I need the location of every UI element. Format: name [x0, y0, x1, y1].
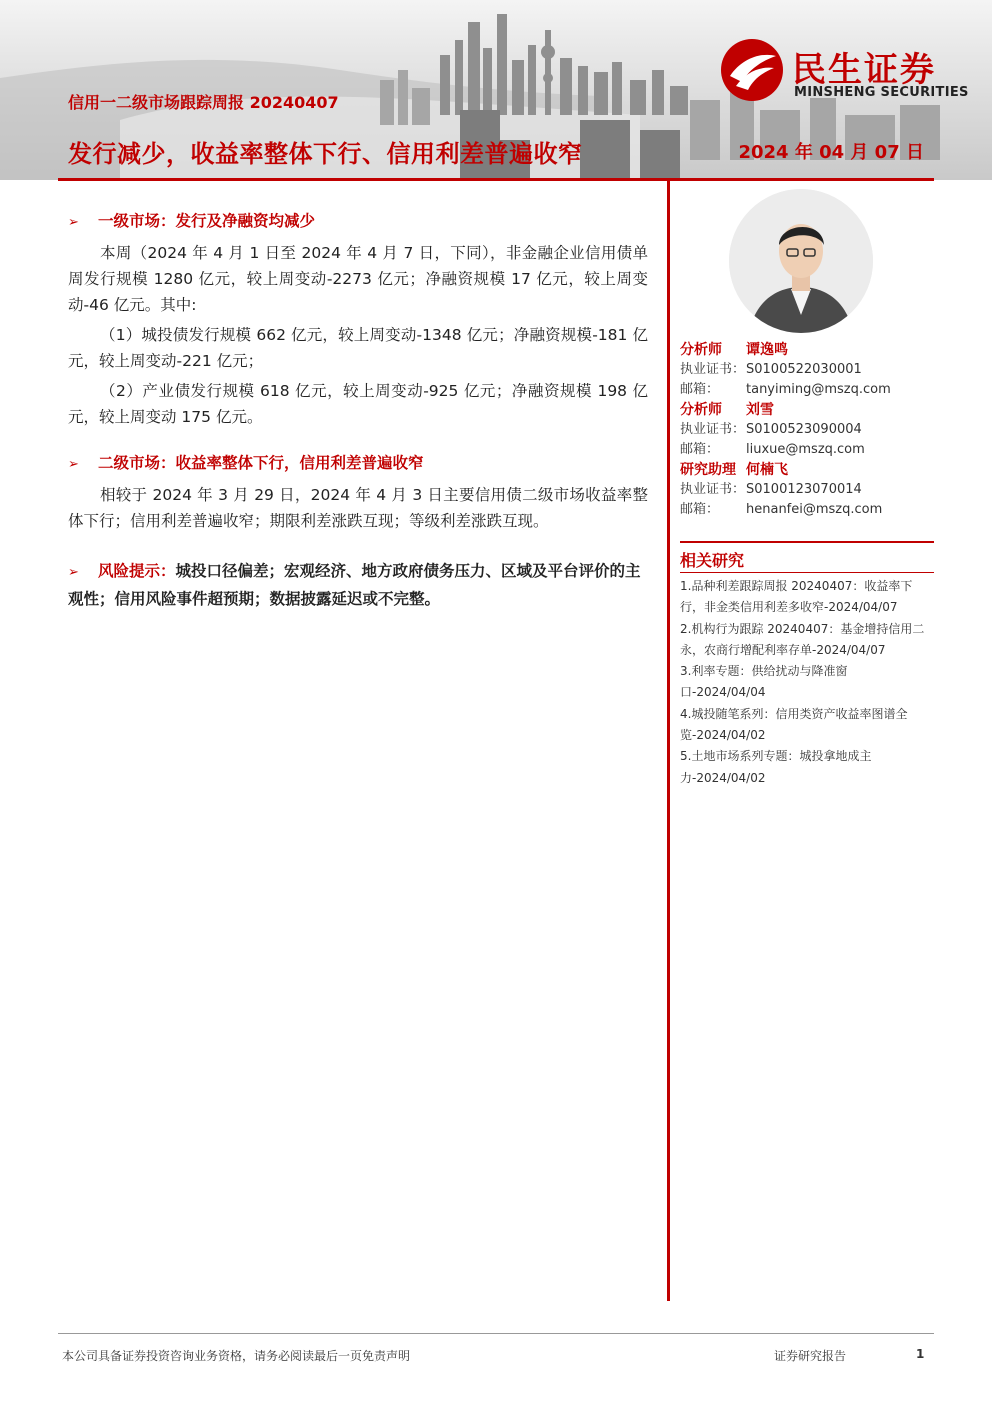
email-label: 邮箱： — [680, 502, 720, 517]
report-headline: 发行减少，收益率整体下行、信用利差普遍收窄 — [68, 140, 583, 168]
arrow-bullet-icon: ➢ — [68, 457, 79, 472]
analyst-role-row — [680, 460, 934, 480]
analyst-entry — [680, 400, 934, 460]
brand-name-cn: 民生证券 — [792, 50, 936, 90]
paragraph: （2）产业债发行规模 618 亿元，较上周变动-925 亿元；净融资规模 198 亿元，较上周变动 175 亿元。 — [68, 382, 648, 426]
analyst-cert-row — [680, 480, 934, 500]
page-number: 1 — [916, 1347, 925, 1361]
paragraph: （1）城投债发行规模 662 亿元，较上周变动-1348 亿元；净融资规模-181 亿元，较上周变动-221 亿元； — [68, 326, 648, 370]
related-item[interactable]: 3.利率专题：供给扰动与降准窗口-2024/04/04 — [680, 664, 848, 700]
minsheng-logo-icon — [720, 38, 784, 102]
paragraph: 本周（2024 年 4 月 1 日至 2024 年 4 月 7 日，下同），非金融企业信用债单周发行规模 1280 亿元，较上周变动-2273 亿元；净融资规模 17 亿元，较上周变动-46 亿元。其中: — [68, 244, 648, 314]
report-series-title: 信用一二级市场跟踪周报 20240407 — [68, 93, 339, 112]
analyst-role-row — [680, 340, 934, 360]
analyst-email-row — [680, 440, 934, 460]
header-divider — [58, 178, 934, 181]
analyst-name: 刘雪 — [746, 402, 774, 418]
analyst-email[interactable]: henanfei@mszq.com — [746, 502, 883, 517]
analyst-email-row — [680, 500, 934, 520]
footer-doc-type: 证券研究报告 — [774, 1349, 847, 1363]
analyst-photo — [729, 189, 873, 333]
analyst-entry — [680, 340, 934, 400]
analyst-role: 研究助理 — [680, 462, 736, 478]
related-item[interactable]: 2.机构行为跟踪 20240407：基金增持信用二永，农商行增配利率存单-2024/04/07 — [680, 621, 925, 657]
analyst-email[interactable]: liuxue@mszq.com — [746, 442, 865, 457]
cert-number: S0100522030001 — [746, 362, 862, 377]
related-item[interactable]: 5.土地市场系列专题：城投拿地成主力-2024/04/02 — [680, 749, 872, 785]
cert-number: S0100123070014 — [746, 482, 862, 497]
main-content — [68, 208, 648, 612]
cert-number: S0100523090004 — [746, 422, 862, 437]
cert-label: 执业证书： — [680, 362, 746, 377]
section-title-primary — [68, 208, 648, 236]
analyst-cert-row — [680, 360, 934, 380]
analyst-info — [680, 340, 934, 520]
email-label: 邮箱： — [680, 382, 720, 397]
related-research-list — [680, 576, 928, 789]
related-item[interactable]: 4.城投随笔系列：信用类资产收益率图谱全览-2024/04/02 — [680, 706, 908, 743]
arrow-bullet-icon: ➢ — [68, 215, 79, 230]
footer-disclaimer: 本公司具备证券投资咨询业务资格，请务必阅读最后一页免责声明 — [62, 1349, 411, 1363]
analyst-email[interactable]: tanyiming@mszq.com — [746, 382, 891, 397]
report-date: 2024 年 04 月 07 日 — [738, 142, 924, 163]
section-title-text: 二级市场：收益率整体下行，信用利差普遍收窄 — [98, 454, 424, 472]
analyst-portrait-image — [729, 189, 873, 333]
brand-logo — [720, 38, 970, 108]
paragraph: 相较于 2024 年 3 月 29 日，2024 年 4 月 3 日主要信用债二级市场收益率整体下行；信用利差普遍收窄；期限利差涨跌互现；等级利差涨跌互现。 — [68, 486, 648, 530]
related-item[interactable]: 1.品种利差跟踪周报 20240407：收益率下行，非金类信用利差多收窄-2024/04/07 — [680, 579, 913, 615]
analyst-role: 分析师 — [680, 402, 722, 418]
section-title-text: 一级市场：发行及净融资均减少 — [98, 212, 316, 230]
analyst-cert-row — [680, 420, 934, 440]
analyst-name: 谭逸鸣 — [746, 342, 788, 358]
risk-text: 城投口径偏差；宏观经济、地方政府债务压力、区域及平台评价的主观性；信用风险事件超预期；数据披露延迟或不完整。 — [68, 562, 641, 608]
analyst-role: 分析师 — [680, 342, 722, 358]
related-divider — [680, 572, 934, 573]
email-label: 邮箱： — [680, 442, 720, 457]
analyst-entry — [680, 460, 934, 520]
risk-label: 风险提示： — [98, 562, 176, 580]
section-title-secondary — [68, 450, 648, 478]
arrow-bullet-icon: ➢ — [68, 565, 79, 580]
related-research-title: 相关研究 — [680, 551, 745, 570]
footer-divider — [58, 1333, 934, 1334]
analyst-name: 何楠飞 — [746, 462, 788, 478]
cert-label: 执业证书： — [680, 482, 746, 497]
brand-name-en: MINSHENG SECURITIES — [794, 85, 969, 100]
cert-label: 执业证书： — [680, 422, 746, 437]
analyst-email-row — [680, 380, 934, 400]
related-top-divider — [680, 541, 934, 543]
risk-warning — [68, 558, 648, 612]
column-divider — [667, 181, 670, 1301]
analyst-role-row — [680, 400, 934, 420]
